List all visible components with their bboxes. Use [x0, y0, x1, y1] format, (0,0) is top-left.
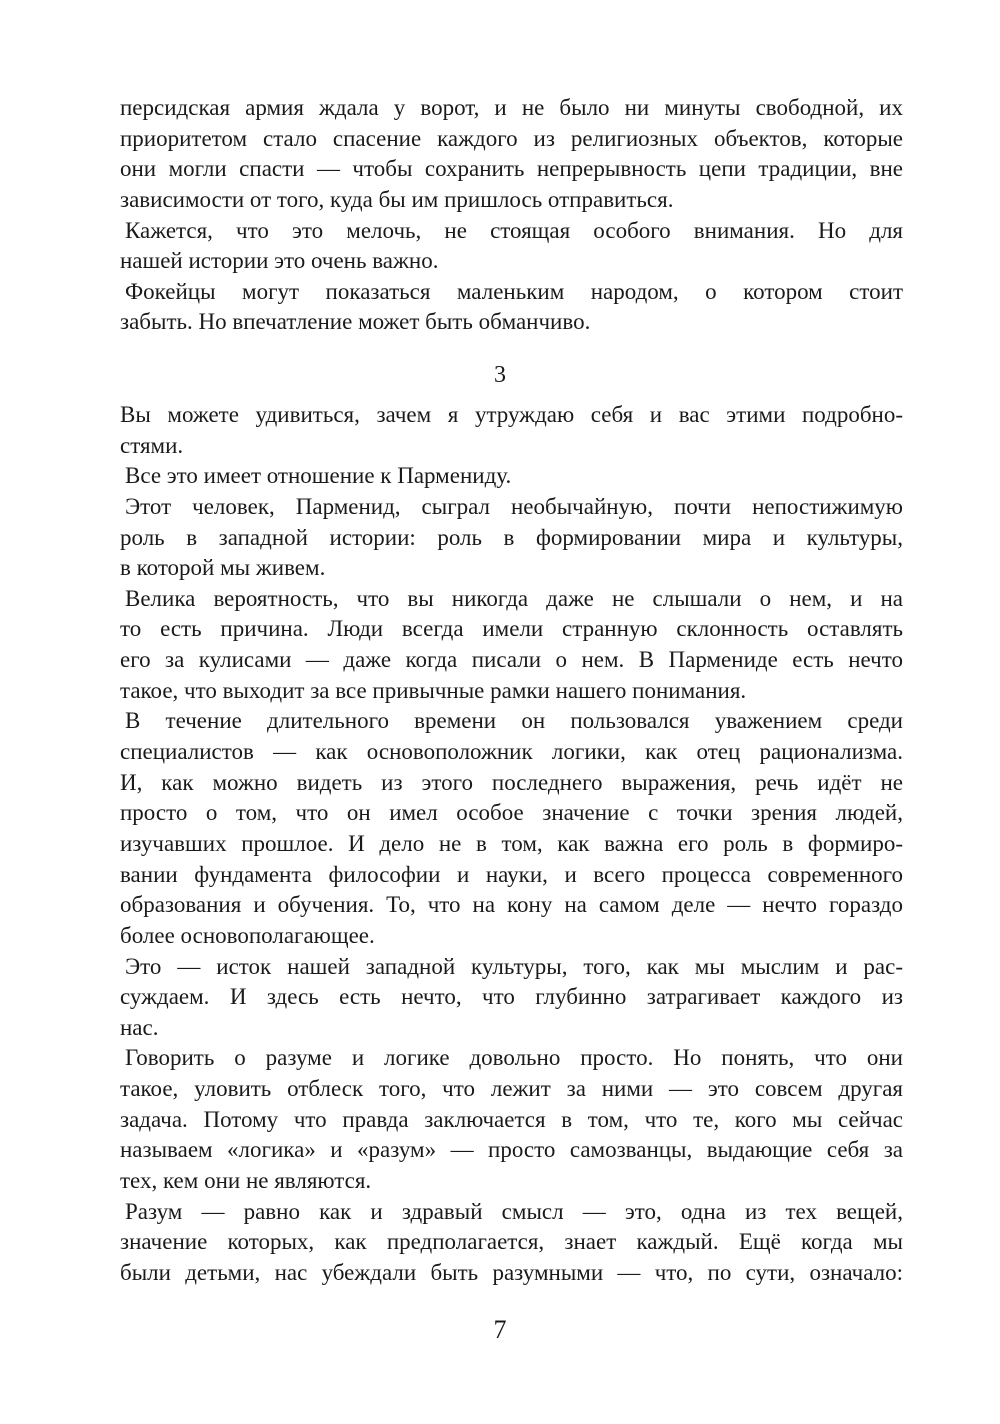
paragraph-line: роль в западной истории: роль в формировании мира и культуры,	[120, 524, 903, 550]
paragraph-line: Велика вероятность, что вы никогда даже не слышали о нем, и на	[125, 585, 903, 611]
paragraph-line: в которой мы живем.	[120, 555, 326, 581]
page-number: 7	[493, 1315, 507, 1344]
paragraph-line: забыть. Но впечатление может быть обманчиво.	[120, 309, 591, 335]
paragraph-line: Говорить о разуме и логике довольно просто. Но понять, что они	[125, 1045, 903, 1071]
paragraph-line: его за кулисами — даже когда писали о нем. В Пармениде есть нечто	[120, 647, 903, 673]
paragraph-line: Кажется, что это мелочь, не стоящая особого внимания. Но для	[125, 217, 903, 243]
paragraph-line: нас.	[120, 1014, 159, 1040]
paragraph-line: такое, уловить отблеск того, что лежит за ними — это совсем другая	[120, 1076, 903, 1102]
paragraph-line: просто о том, что он имел особое значение с точки зрения людей,	[120, 800, 903, 826]
paragraph-line: они могли спасти — чтобы сохранить непрерывность цепи традиции, вне	[120, 156, 903, 182]
paragraph-line: Все это имеет отношение к Пармениду.	[125, 463, 512, 489]
paragraph-line: Фокейцы могут показаться маленьким народом, о котором стоит	[125, 278, 903, 304]
paragraph-line: вании фундамента философии и науки, и всего процесса современного	[120, 861, 903, 887]
text-block-after-heading	[120, 400, 903, 1289]
paragraph-line: персидская армия ждала у ворот, и не было ни минуты свободной, их	[120, 95, 903, 120]
paragraph-line: Вы можете удивиться, зачем я утруждаю себя и вас этими подробно-	[120, 402, 903, 427]
section-heading: 3	[494, 362, 506, 388]
paragraph-line: такое, что выходит за все привычные рамки нашего понимания.	[120, 677, 747, 703]
paragraph-line: то есть причина. Люди всегда имели странную склонность оставлять	[120, 616, 903, 642]
paragraph-line: задача. Потому что правда заключается в том, что те, кого мы сейчас	[120, 1106, 903, 1132]
paragraph-line: Этот человек, Парменид, сыграл необычайную, почти непостижимую	[125, 493, 903, 519]
paragraph-line: приоритетом стало спасение каждого из религиозных объектов, которые	[120, 125, 903, 151]
paragraph-line: нашей истории это очень важно.	[120, 248, 439, 274]
paragraph-line: тех, кем они не являются.	[120, 1168, 372, 1194]
text-block-before-heading	[120, 93, 903, 338]
paragraph-line: Разум — равно как и здравый смысл — это, одна из тех вещей,	[125, 1198, 903, 1224]
paragraph-line: И, как можно видеть из этого последнего выражения, речь идёт не	[120, 769, 903, 795]
paragraph-line: значение которых, как предполагается, знает каждый. Ещё когда мы	[120, 1229, 903, 1255]
paragraph-line: зависимости от того, куда бы им пришлось отправиться.	[120, 186, 674, 212]
paragraph-line: Это — исток нашей западной культуры, того, как мы мыслим и рас-	[125, 953, 903, 979]
paragraph-line: изучавших прошлое. И дело не в том, как важна его роль в формиро-	[120, 830, 903, 856]
paragraph-line: были детьми, нас убеждали быть разумными — что, по сути, означало:	[120, 1259, 903, 1285]
paragraph-line: специалистов — как основоположник логики, как отец рационализма.	[120, 739, 903, 765]
paragraph-line: называем «логика» и «разум» — просто самозванцы, выдающие себя за	[120, 1137, 903, 1163]
paragraph-line: образования и обучения. То, что на кону на самом деле — нечто гораздо	[120, 892, 903, 918]
paragraph-line: суждаем. И здесь есть нечто, что глубинно затрагивает каждого из	[120, 984, 903, 1010]
paragraph-line: более основополагающее.	[120, 922, 375, 948]
paragraph-line: В течение длительного времени он пользовался уважением среди	[125, 708, 903, 734]
paragraph-line: стями.	[120, 432, 184, 458]
